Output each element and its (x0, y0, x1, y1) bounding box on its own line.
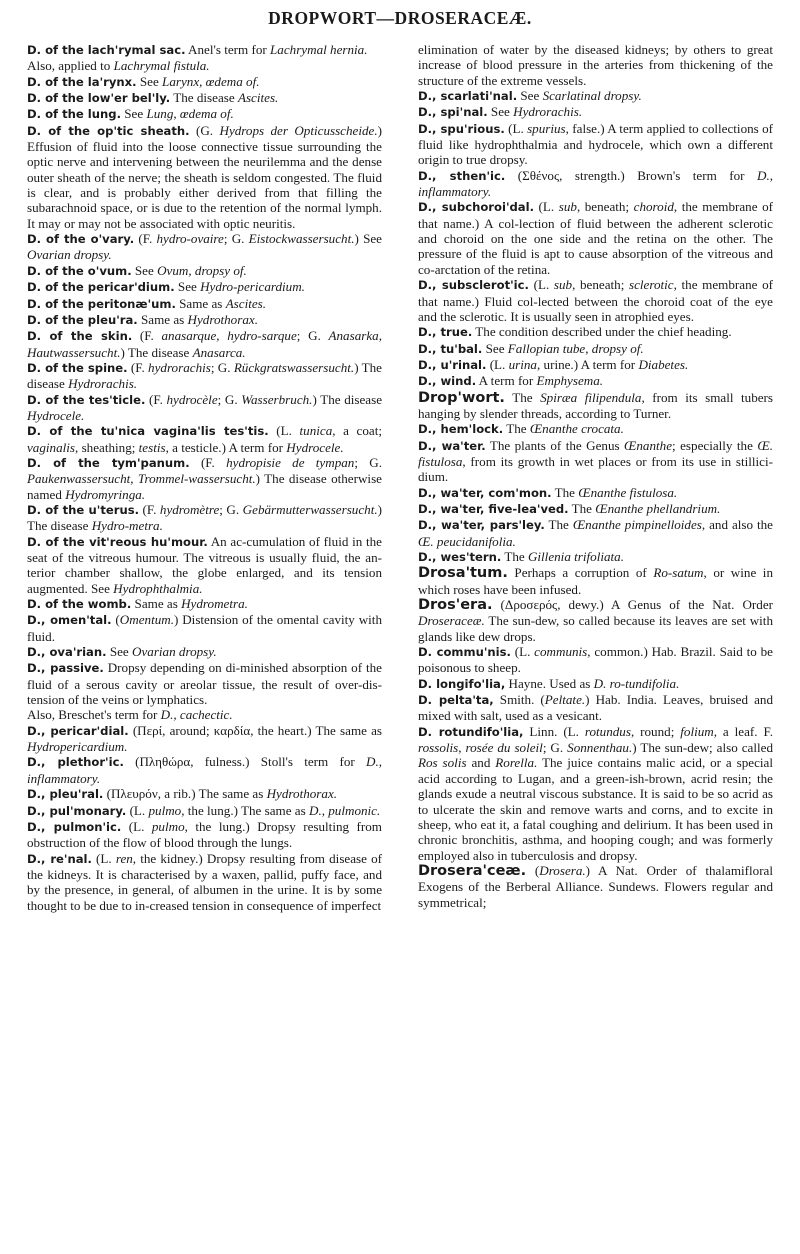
entry-definition: (F. hydrorachis; G. Rückgratswassersucht.) The disease Hydrorachis. (27, 359, 382, 392)
dictionary-entry (27, 296, 382, 312)
entry-headword: D., passive. (27, 661, 104, 676)
entry-definition: Also, Breschet's term for D., cachectic. (27, 707, 233, 723)
entry-headword: D., plethor'ic. (27, 755, 124, 770)
dictionary-entry (27, 707, 382, 722)
entry-definition: (L. pulmo, the lung.) Dropsy resulting from obstruction of the flow of blood through the lungs. (27, 818, 382, 851)
dictionary-entry (27, 851, 382, 913)
dictionary-entry (27, 534, 382, 596)
entry-definition: Anel's term for Lachrymal hernia. (185, 42, 368, 57)
entry-definition: The Œnanthe phellandrium. (568, 500, 721, 516)
entry-definition: (Πλευρόν, a rib.) The same as Hydrothorax. (103, 786, 338, 802)
entry-headword: D., pleu'ral. (27, 787, 104, 802)
entry-headword: D., wa'ter, com'mon. (418, 485, 552, 500)
entry-headword: D. of the lach'rymal sac. (27, 43, 186, 57)
entry-headword: D., ova'rian. (27, 645, 107, 660)
entry-definition: See Ovum, dropsy of. (131, 262, 247, 278)
entry-headword: D. of the op'tic sheath. (27, 123, 190, 138)
entry-definition: The disease Ascites. (170, 90, 279, 106)
dictionary-entry (27, 123, 382, 231)
entry-definition: Smith. (Peltate.) Hab. India. Leaves, bruised and mixed with salt, used as a vesicant. (418, 692, 773, 724)
entry-definition: See Hydro-pericardium. (174, 279, 305, 295)
entry-headword: D., wind. (418, 374, 477, 389)
entry-headword: D. of the o'vum. (27, 263, 132, 278)
entry-definition: The condition described under the chief heading. (472, 324, 732, 340)
dictionary-entry (27, 423, 382, 455)
entry-definition: (L. tunica, a coat; vaginalis, sheathing; testis, a testicle.) A term for Hydrocele. (27, 423, 383, 455)
dictionary-entry (27, 360, 382, 392)
entry-definition: See Scarlatinal dropsy. (517, 88, 642, 104)
entry-headword: D., pul'monary. (27, 803, 127, 818)
entry-definition: The Œnanthe pimpinelloides, and also the Œ. peucidanifolia. (418, 517, 773, 549)
dictionary-entry (418, 390, 773, 422)
dictionary-entry (418, 517, 773, 549)
dictionary-entry (418, 501, 773, 517)
entry-headword: D., pulmon'ic. (27, 819, 122, 834)
dictionary-entry (27, 328, 382, 360)
dictionary-entry (418, 357, 773, 373)
dictionary-entry (418, 565, 773, 597)
entry-headword: D., re'nal. (27, 851, 92, 866)
entry-definition: elimination of water by the diseased kidneys; by others to great increase of blood pressure in the arteries from thickening of the structure of the extreme vessels. (418, 42, 773, 88)
dictionary-entry (418, 421, 773, 437)
entry-headword: D. of the la'rynx. (27, 74, 137, 89)
dictionary-entry (27, 42, 382, 58)
entry-headword: D., wa'ter. (418, 438, 486, 453)
entry-headword: D. of the tu'nica vagina'lis tes'tis. (27, 424, 269, 439)
dictionary-entry (418, 88, 773, 104)
entry-definition: (Πληθώρα, fulness.) Stoll's term for D., inflammatory. (27, 754, 382, 786)
entry-headword: D. rotundifo'lia, (418, 724, 524, 739)
entry-headword: D. of the pericar'dium. (27, 280, 175, 295)
entry-definition: See Ovarian dropsy. (106, 644, 217, 660)
entry-headword: D., spi'nal. (418, 105, 488, 120)
dictionary-entry (418, 373, 773, 389)
entry-headword: D. of the tym'panum. (27, 455, 190, 470)
page-header: DROPWORT—DROSERACEÆ. (268, 8, 532, 28)
entry-definition: An ac-cumulation of fluid in the seat of the vitreous humour. The vitreous is usually fluid, the an-terior chamber shallow, the globe enlarged, and its tension augmented. See Hydrophthalmia. (27, 533, 382, 596)
entry-headword: Dros'era. (418, 597, 493, 614)
entry-headword: D. of the womb. (27, 597, 132, 612)
entry-definition: (Drosera.) A Nat. Order of thalamifloral Exogens of the Berberal Alliance. Sundews. Flowers regular and symmetrical; (418, 862, 773, 910)
dictionary-entry (27, 455, 382, 502)
dictionary-entry (418, 438, 773, 485)
entry-headword: Drosa'tum. (418, 565, 508, 582)
entry-headword: Drop'wort. (418, 389, 505, 406)
entry-definition: (F. hydropisie de tympan; G. Paukenwassersucht, Trommel-wassersucht.) The disease otherwise named Hydromyringa. (27, 454, 383, 502)
entry-headword: D. of the u'terus. (27, 502, 139, 517)
dictionary-entry (27, 74, 382, 90)
entry-headword: D., subsclerot'ic. (418, 278, 529, 293)
left-column (27, 42, 382, 913)
entry-definition: (L. ren, the kidney.) Dropsy resulting from disease of the kidneys. It is characterised by a waxen, pallid, puffy face, and by the presence, in general, of albumen in the urine. It is by some thought to be due to in-creased tension in consequence of imperfect (27, 850, 382, 913)
dictionary-entry (27, 660, 382, 707)
dictionary-entry (27, 58, 382, 73)
entry-definition: (L. sub, beneath; sclerotic, the membrane of that name.) Fluid col-lected between the choroid coat of the eye and the sclerotic. It is usually seen in atrophied eyes. (418, 277, 773, 324)
entry-definition: A term for Emphysema. (476, 373, 604, 389)
dictionary-entry (418, 724, 773, 863)
entry-definition: See Hydrorachis. (487, 104, 583, 120)
dictionary-entry (418, 549, 773, 565)
entry-headword: D. of the skin. (27, 329, 133, 344)
dictionary-entry (27, 803, 382, 819)
entry-definition: (G. Hydrops der Opticusscheide.) Effusion of fluid into the loose connective tissue surrounding the optic nerve and intervening between the neurilemma and the dense outer sheath of the nerve; the sheath is seldom congested. The fluid is clear, and is probably either derived from that filling the subarachnoid space, or is due to the retention of the normal lymph. It may or may not be associated with optic neuritis. (27, 122, 382, 231)
dictionary-entry (418, 597, 773, 644)
entry-definition: Also, applied to Lachrymal fistula. (27, 58, 210, 74)
entry-definition: (Omentum.) Distension of the omental cavity with fluid. (27, 612, 382, 644)
entry-headword: D. of the o'vary. (27, 232, 135, 247)
dictionary-entry (27, 90, 382, 106)
entry-headword: D. pelta'ta, (418, 693, 494, 708)
dictionary-entry (418, 692, 773, 724)
entry-definition: (L. communis, common.) Hab. Brazil. Said to be poisonous to sheep. (418, 644, 773, 676)
dictionary-entry (418, 863, 773, 910)
entry-definition: (F. anasarque, hydro-sarque; G. Anasarka, Hautwassersucht.) The disease Anasarca. (27, 328, 382, 360)
entry-headword: D., u'rinal. (418, 357, 487, 372)
dictionary-entry (27, 231, 382, 263)
entry-headword: D., wes'tern. (418, 550, 502, 564)
dictionary-entry (418, 324, 773, 340)
entry-headword: D., scarlati'nal. (418, 89, 518, 104)
dictionary-entry (27, 263, 382, 279)
entry-definition: The Œnanthe fistulosa. (551, 484, 678, 500)
entry-definition: (F. hydromètre; G. Gebärmutterwassersucht.) The disease Hydro-metra. (27, 501, 382, 534)
dictionary-entry (418, 104, 773, 120)
right-column (418, 42, 773, 910)
dictionary-entry (27, 392, 382, 424)
entry-definition: (F. hydrocèle; G. Wasserbruch.) The disease Hydrocele. (27, 391, 383, 423)
entry-definition: See Fallopian tube, dropsy of. (482, 340, 644, 356)
entry-headword: D., spu'rious. (418, 121, 505, 136)
entry-definition: Same as Hydrothorax. (137, 311, 258, 327)
entry-definition: See Larynx, œdema of. (136, 73, 260, 89)
entry-headword: D. of the spine. (27, 360, 128, 375)
entry-headword: D., pericar'dial. (27, 723, 129, 738)
entry-headword: D., sthen'ic. (418, 168, 506, 183)
entry-headword: D., tu'bal. (418, 341, 483, 356)
dictionary-entry (27, 644, 382, 660)
entry-headword: D., subchoroi'dal. (418, 200, 534, 215)
entry-headword: D. of the peritonæ'um. (27, 296, 176, 311)
dictionary-entry (27, 312, 382, 328)
entry-headword: D., true. (418, 325, 473, 340)
entry-definition: Linn. (L. rotundus, round; folium, a leaf. F. rossolis, rosée du soleil; G. Sonnenthau.) The sun-dew; also called Ros solis and Rorella. The juice contains malic acid, or a special acid according to Lugan, and a green-ish-brown, acrid resin; the glands exude a neutral viscous substance. It is said to be so acrid as to ulcerate the skin and remove warts and corns, and to excite in sheep, who eat it, a fatal coughing and delirium. It has been used in chronic bronchitis, asthma, and hooping cough; and was formerly employed also in tuberculosis and dropsy. (418, 723, 773, 863)
dictionary-entry (418, 277, 773, 324)
dictionary-entry (27, 596, 382, 612)
dictionary-entry (27, 723, 382, 755)
dictionary-entry (418, 341, 773, 357)
entry-definition: Perhaps a corruption of Ro-satum, or wine in which roses have been infused. (418, 565, 773, 597)
entry-headword: D. longifo'lia, (418, 676, 506, 691)
entry-definition: Same as Hydrometra. (131, 596, 248, 612)
entry-headword: D., omen'tal. (27, 613, 112, 628)
dictionary-entry (418, 121, 773, 168)
dictionary-entry (27, 502, 382, 534)
entry-headword: D., wa'ter, pars'ley. (418, 518, 545, 533)
dictionary-entry (27, 786, 382, 802)
entry-headword: D. commu'nis. (418, 645, 511, 660)
dictionary-entry (418, 485, 773, 501)
entry-definition: (L. spurius, false.) A term applied to collections of fluid like hydrophthalmia and hydrocele, which own a different origin to true dropsy. (418, 120, 774, 168)
dictionary-entry (27, 754, 382, 786)
entry-definition: The Œnanthe crocata. (503, 421, 624, 437)
entry-definition: Same as Ascites. (175, 295, 267, 311)
entry-definition: The plants of the Genus Œnanthe; especially the Œ. fistulosa, from its growth in wet places or from its use in stillici-dium. (418, 437, 773, 485)
dictionary-entry (418, 168, 773, 200)
entry-definition: (Δροσερός, dewy.) A Genus of the Nat. Order Droseraceæ. The sun-dew, so called because its leaves are set with glands like dew drops. (418, 597, 773, 644)
entry-definition: The Spiræa filipendula, from its small tubers hanging by slender threads, according to Turner. (418, 389, 774, 421)
dictionary-entry (27, 106, 382, 122)
dictionary-entry (418, 42, 773, 88)
entry-headword: D. of the vit'reous hu'mour. (27, 534, 208, 549)
entry-definition: (L. pulmo, the lung.) The same as D., pulmonic. (126, 802, 381, 818)
dictionary-entry (418, 644, 773, 676)
entry-definition: (L. urina, urine.) A term for Diabetes. (486, 356, 689, 372)
entry-headword: D., hem'lock. (418, 422, 504, 437)
dictionary-entry (418, 199, 773, 277)
dictionary-entry (27, 279, 382, 295)
dictionary-entry (418, 676, 773, 692)
entry-definition: Dropsy depending on di-minished absorption of the fluid of a serous cavity or areolar tissue, the result of over-dis-tension of the veins or lymphatics. (27, 660, 382, 708)
entry-definition: Hayne. Used as D. ro-tundifolia. (505, 675, 680, 691)
entry-headword: D. of the pleu'ra. (27, 312, 138, 327)
entry-definition: (F. hydro-ovaire; G. Eistockwassersucht.) See Ovarian dropsy. (27, 231, 382, 263)
entry-definition: (Σθένος, strength.) Brown's term for D., inflammatory. (418, 167, 773, 200)
dictionary-entry (27, 819, 382, 851)
entry-headword: D. of the low'er bel'ly. (27, 91, 171, 106)
entry-headword: Drosera'ceæ. (418, 862, 527, 879)
entry-definition: The Gillenia trifoliata. (501, 549, 624, 564)
entry-headword: D. of the lung. (27, 107, 121, 122)
entry-headword: D. of the tes'ticle. (27, 392, 146, 407)
entry-definition: See Lung, œdema of. (121, 106, 234, 122)
entry-definition: (L. sub, beneath; choroid, the membrane of that name.) A col-lection of fluid between the adherent sclerotic and choroid on the one side and the retina on the other. The pressure of the fluid is apt to cause absorption of the vitreous and co-arctation of the retina. (418, 199, 773, 277)
dictionary-entry (27, 612, 382, 644)
entry-headword: D., wa'ter, five-lea'ved. (418, 501, 569, 516)
entry-definition: (Περί, around; καρδία, the heart.) The same as Hydropericardium. (27, 722, 383, 755)
